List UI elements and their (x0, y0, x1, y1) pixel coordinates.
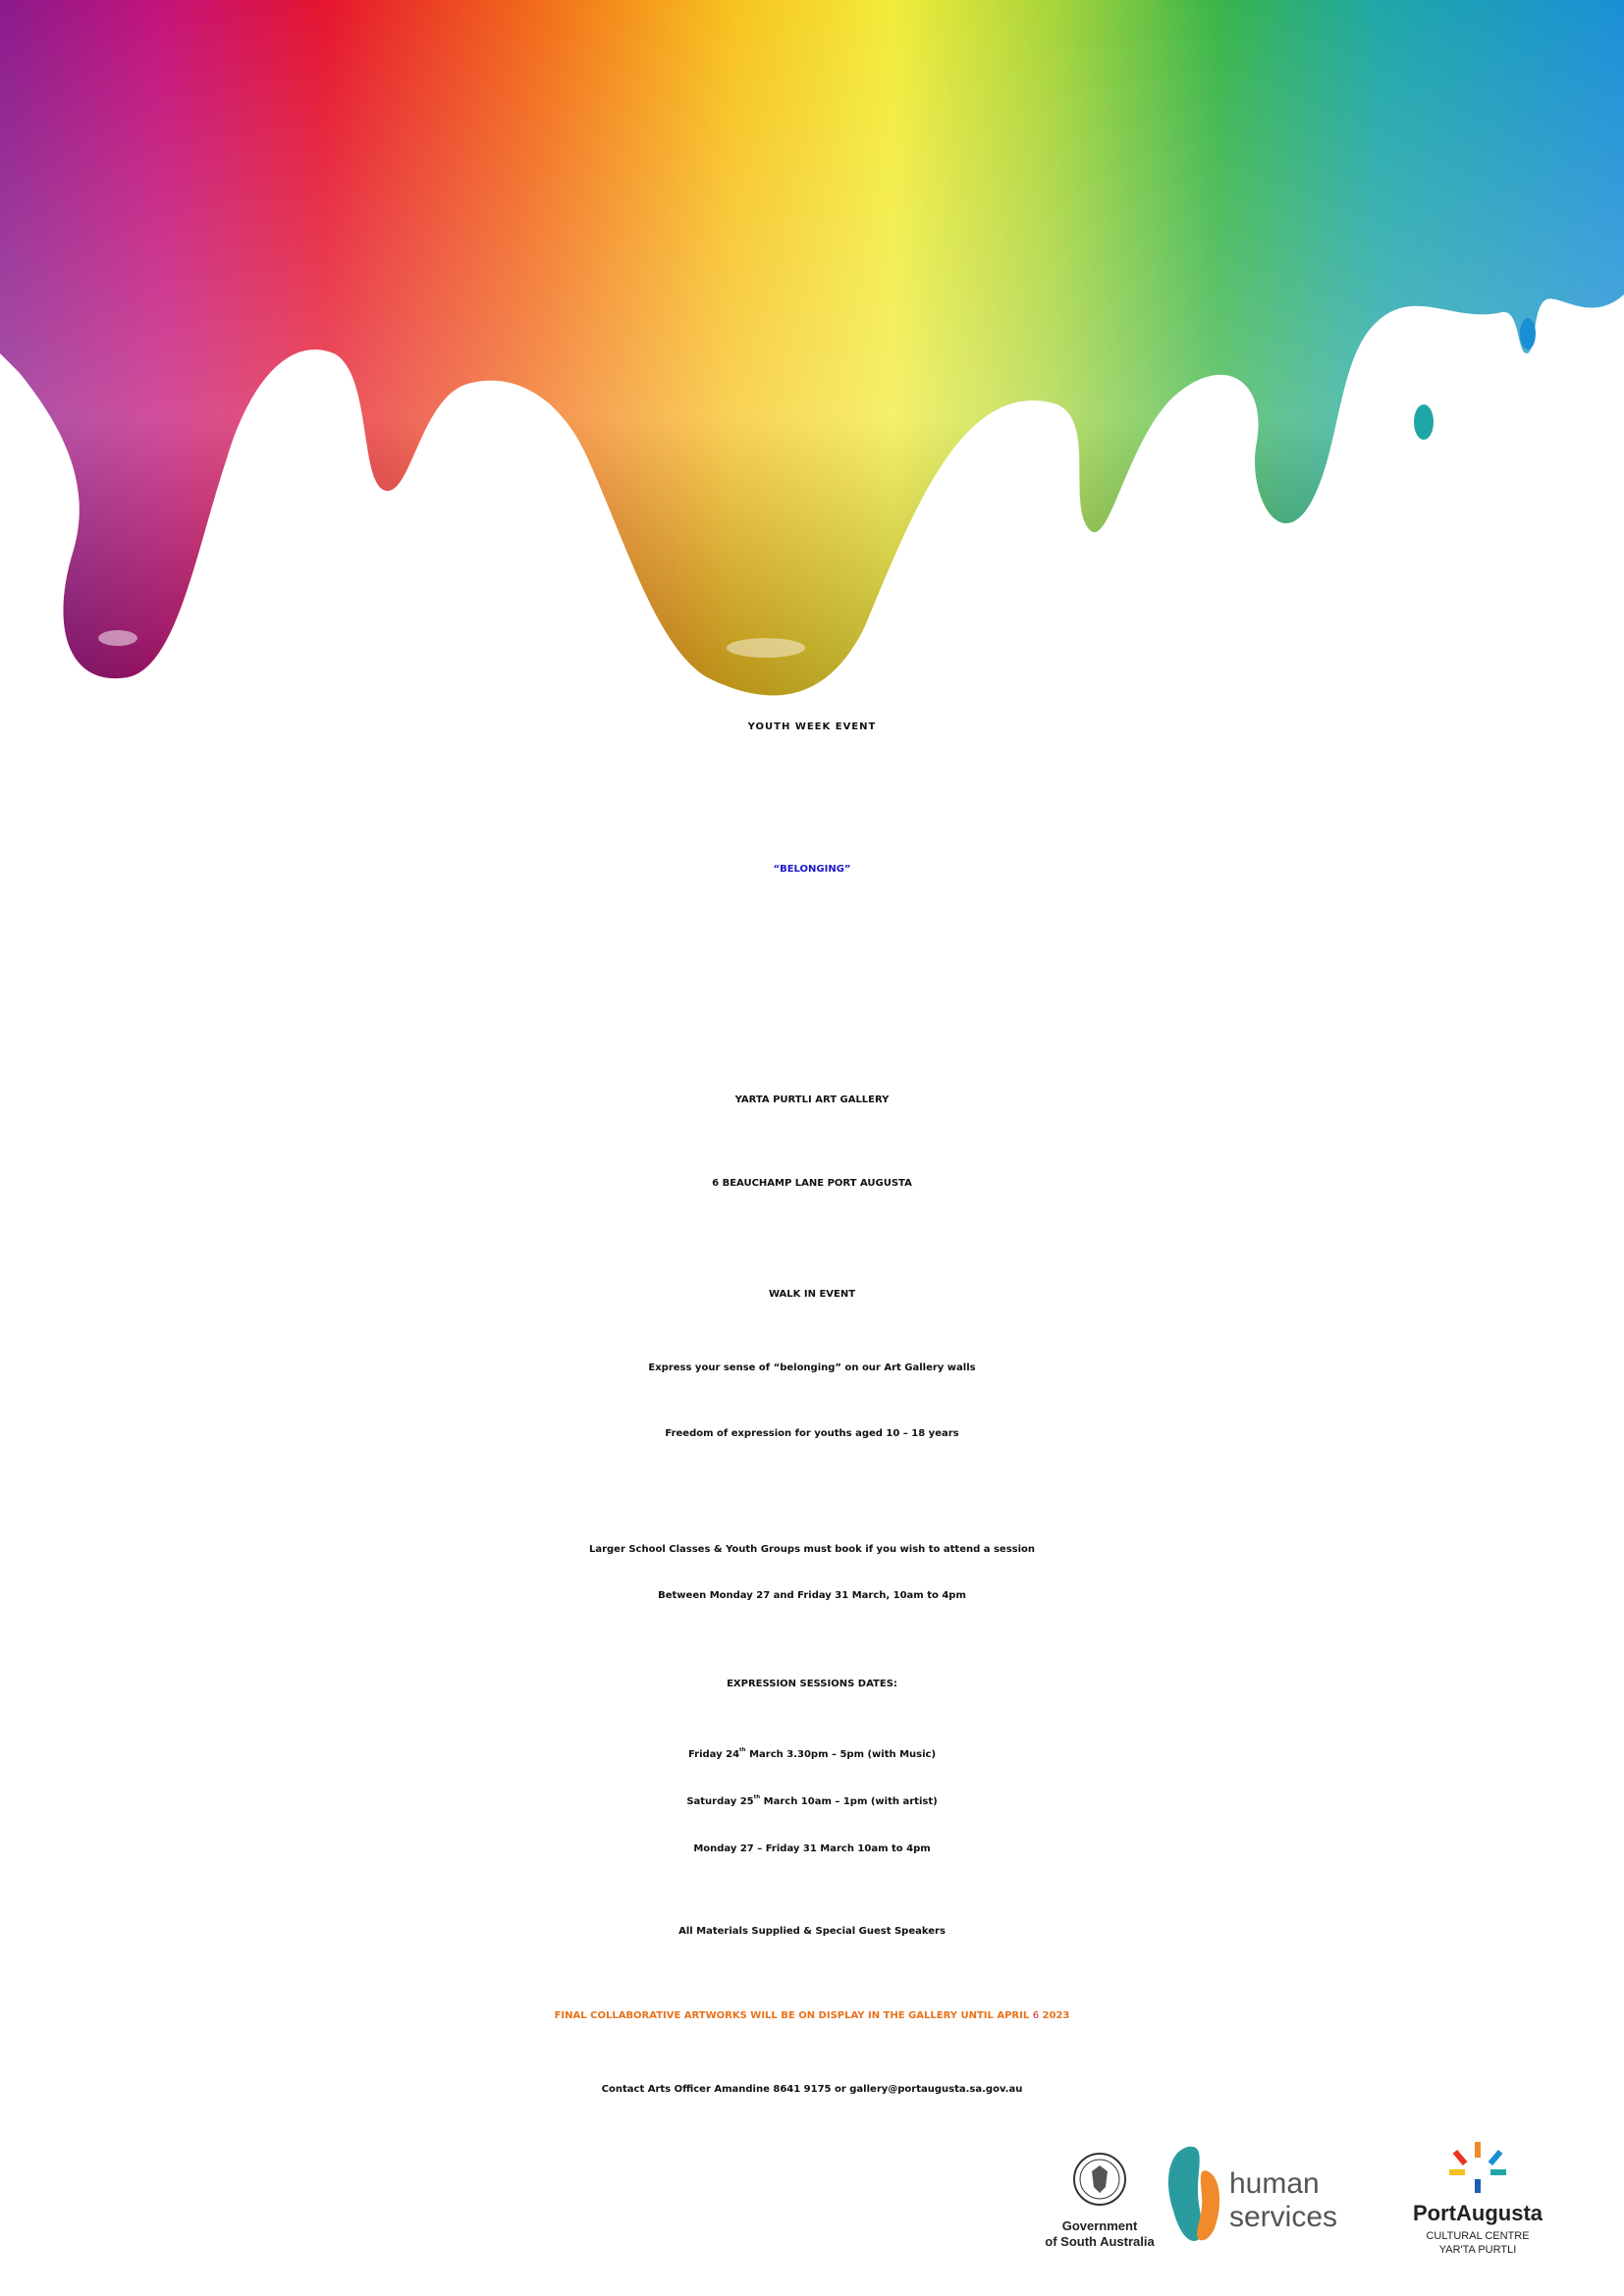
final-display-notice: FINAL COLLABORATIVE ARTWORKS WILL BE ON DISPLAY IN THE GALLERY UNTIL APRIL 6 2023 (554, 2010, 1070, 2021)
gov-sa-label-1: Government (1061, 2218, 1138, 2233)
walk-in-line-2: Freedom of expression for youths aged 10 – 18 years (665, 1428, 959, 1439)
human-services-label-2: services (1229, 2201, 1338, 2233)
human-services-logo-icon (1159, 2142, 1227, 2250)
port-augusta-label-1: PortAugusta (1413, 2201, 1543, 2225)
port-augusta-label-3: YAR'TA PURTLI (1438, 2244, 1517, 2256)
port-augusta-sun-icon (1443, 2140, 1512, 2199)
venue-name: YARTA PURTLI ART GALLERY (734, 1095, 890, 1105)
walk-in-heading: WALK IN EVENT (768, 1289, 856, 1300)
event-title: YOUTH WEEK EVENT (747, 721, 877, 732)
final-display-day: 6 (1032, 2010, 1040, 2021)
gov-sa-crest-icon (1072, 2150, 1127, 2213)
session-item: Monday 27 – Friday 31 March 10am to 4pm (693, 1843, 931, 1854)
venue-address: 6 BEAUCHAMP LANE PORT AUGUSTA (712, 1178, 912, 1189)
sessions-heading: EXPRESSION SESSIONS DATES: (727, 1679, 897, 1689)
sponsor-logos (1021, 2140, 1610, 2287)
rainbow-paint-drip-illustration (0, 0, 1624, 746)
contact-info: Contact Arts Officer Amandine 8641 9175 or gallery@portaugusta.sa.gov.au (601, 2084, 1023, 2095)
event-theme: “BELONGING” (773, 864, 851, 875)
booking-line-2: Between Monday 27 and Friday 31 March, 10am to 4pm (658, 1590, 966, 1601)
session-item: Saturday 25th March 10am – 1pm (with artist) (686, 1794, 938, 1807)
gov-sa-label-2: of South Australia (1045, 2234, 1155, 2249)
human-services-label-1: human (1229, 2167, 1320, 2200)
booking-line-1: Larger School Classes & Youth Groups must book if you wish to attend a session (588, 1544, 1036, 1555)
materials-note: All Materials Supplied & Special Guest Speakers (678, 1926, 946, 1937)
walk-in-line-1: Express your sense of “belonging” on our Art Gallery walls (648, 1362, 976, 1373)
session-item: Friday 24th March 3.30pm – 5pm (with Music) (687, 1747, 937, 1760)
port-augusta-label-2: CULTURAL CENTRE (1426, 2230, 1530, 2242)
